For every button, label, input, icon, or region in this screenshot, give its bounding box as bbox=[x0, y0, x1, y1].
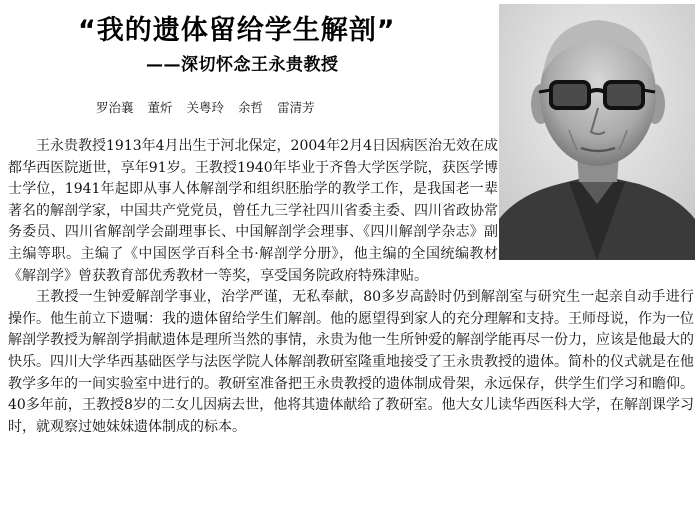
body-paragraph: 王永贵教授1913年4月出生于河北保定，2004年2月4日因病医治无效在成都华西医院逝世，享年91岁。王教授1940年毕业于齐鲁大学医学院，获医学博士学位，1941年起即从事人体解剖学和组织胚胎学的教学工作，是我国老一辈著名的解剖学家，中国共产党党员，曾任九三学社四川省委主委、四川省政协常务委员、四川省解剖学会副理事长、中国解剖学会理事、《四川解剖学杂志》副主编等职。主编了《中国医学百科全书·解剖学分册》，他主编的全国统编教材《解剖学》曾获教育部优秀教材一等奖，享受国务院政府特殊津贴。 bbox=[8, 138, 498, 284]
article-title: “我的遗体留给学生解剖” bbox=[78, 15, 396, 46]
author-name: 董炘 bbox=[147, 100, 173, 115]
author-name: 余哲 bbox=[238, 100, 264, 115]
article-subtitle: ——深切怀念王永贵教授 bbox=[146, 55, 339, 75]
author-name: 罗治襄 bbox=[96, 100, 134, 115]
article-body bbox=[8, 136, 694, 438]
author-name: 关粤玲 bbox=[186, 100, 225, 115]
body-paragraph: 王教授一生钟爱解剖学事业，治学严谨，无私奉献，80多岁高龄时仍到解剖室与研究生一起亲自动手进行操作。他生前立下遗嘱：我的遗体留给学生们解剖。他的愿望得到家人的充分理解和支持。王师母说，作为一位解剖学教授为解剖学捐献遗体是理所当然的事情，永贵为他一生所钟爱的解剖学能再尽一份力，应该是他最大的快乐。四川大学华西基础医学与法医学院人体解剖教研室隆重地接受了王永贵教授的遗体。简朴的仪式就是在他教学多年的一间实验室中进行的。教研室准备把王永贵教授的遗体制成骨架，永远保存，供学生们学习和瞻仰。40多年前，王教授8岁的二女儿因病去世，他将其遗体献给了教研室。他大女儿读华西医科大学，在解剖课学习时，就观察过她妹妹遗体制成的标本。 bbox=[8, 289, 694, 435]
author-name: 雷清芳 bbox=[277, 100, 315, 115]
author-list bbox=[96, 98, 315, 116]
photo-wrap-spacer bbox=[498, 136, 694, 266]
